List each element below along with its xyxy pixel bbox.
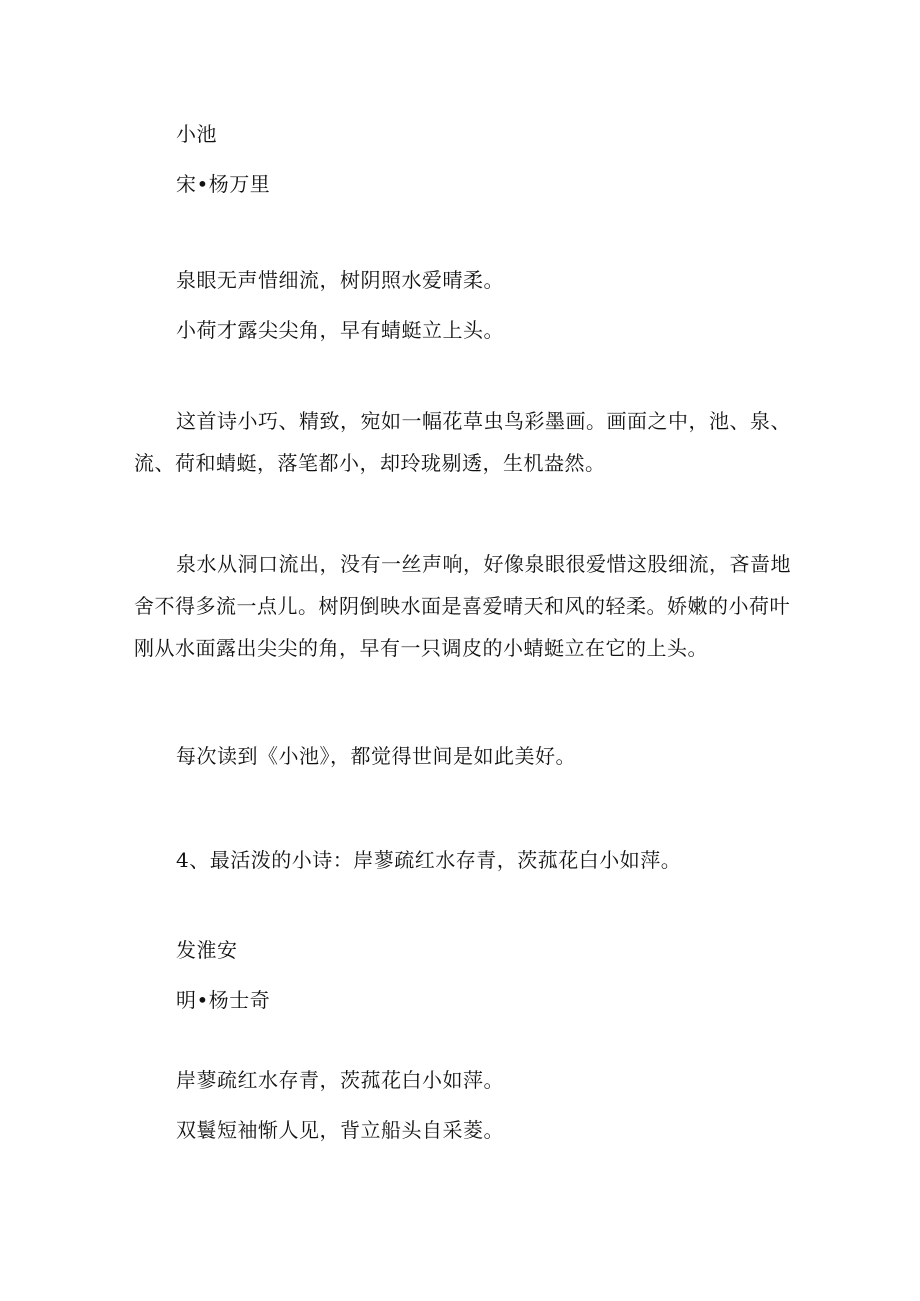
poem2-line-1: 岸蓼疏红水存青，茨菰花白小如萍。 (176, 1068, 504, 1092)
poem2-title: 发淮安 (176, 938, 238, 962)
commentary-paragraph-2: 泉水从洞口流出，没有一丝声响，好像泉眼很爱惜这股细流，吝啬地舍不得多流一点儿。树阴倒映水面是喜爱晴天和风的轻柔。娇嫩的小荷叶刚从水面露出尖尖的角，早有一只调皮的小蜻蜓立在它的上头。 (134, 552, 791, 660)
commentary-paragraph-1: 这首诗小巧、精致，宛如一幅花草虫鸟彩墨画。画面之中，池、泉、流、荷和蜻蜓，落笔都小，却玲珑剔透，生机盎然。 (134, 409, 791, 475)
section-4-heading: 4、最活泼的小诗：岸蓼疏红水存青，茨菰花白小如萍。 (176, 848, 682, 872)
poem1-title: 小池 (176, 122, 217, 146)
commentary-paragraph-3: 每次读到《小池》，都觉得世间是如此美好。 (176, 744, 576, 768)
poem1-line-2: 小荷才露尖尖角，早有蜻蜓立上头。 (176, 318, 504, 342)
poem2-author: 明•杨士奇 (176, 988, 271, 1012)
poem2-line-2: 双鬟短袖惭人见，背立船头自采菱。 (176, 1118, 504, 1142)
poem1-line-1: 泉眼无声惜细流，树阴照水爱晴柔。 (176, 268, 504, 292)
poem1-author: 宋•杨万里 (176, 172, 271, 196)
